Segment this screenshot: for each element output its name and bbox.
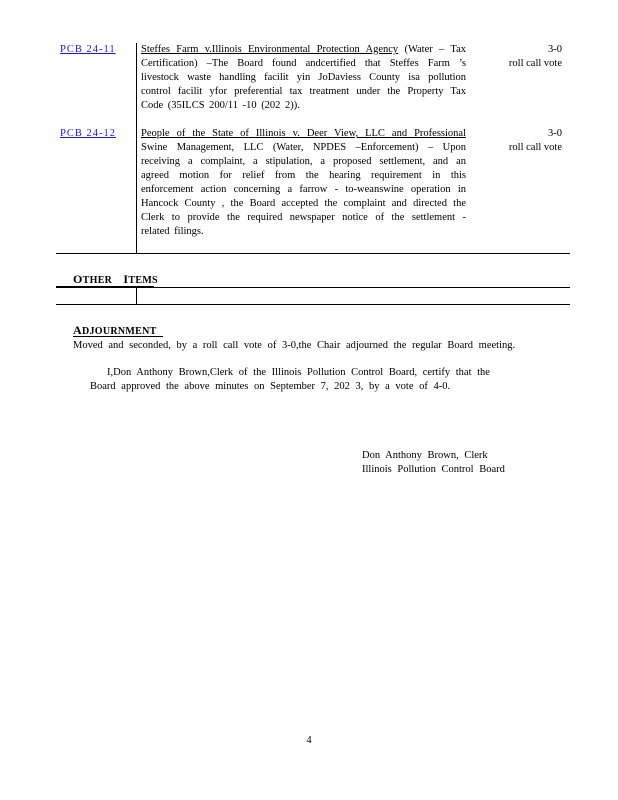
case-body: Swine Management, LLC (Water, NPDES –Enforcement) – Upon receiving a complaint, a stipulation, a proposed settlement, and an agreed motion for relief from the hearing requirement in this enforcement action concerning a farrow - to-weanswine operation in Hancock County , the Board accepted the complaint and directed the Clerk to provide the required newspaper notice of the settlement - related filings.	[141, 142, 466, 237]
heading-initial: A	[73, 323, 82, 337]
certification-line: I,Don Anthony Brown,Clerk of the Illinois Pollution Control Board, certify that the	[107, 367, 490, 378]
other-items-table-bottom-rule	[56, 304, 570, 305]
other-items-table-top-rule	[56, 287, 570, 288]
case-title: Steffes Farm v.Illinois Environmental Protection Agency	[141, 44, 399, 55]
vote-cell	[466, 127, 570, 253]
other-items-column-divider	[136, 287, 137, 304]
vote-cell	[466, 43, 570, 127]
adjournment-text: Moved and seconded, by a roll call vote of 3-0,the Chair adjourned the regular Board meeting.	[73, 340, 516, 351]
adjournment-heading-underline	[73, 336, 163, 337]
vote-count: 3-0	[548, 44, 562, 55]
heading-initial: O	[73, 272, 83, 286]
heading-text: TEMS	[128, 275, 158, 286]
case-title: People of the State of Illinois v. Deer View, LLC and Professional	[141, 128, 466, 139]
case-row	[56, 127, 570, 253]
heading-initial: I	[123, 272, 129, 286]
vote-count: 3-0	[548, 128, 562, 139]
certification-line: Board approved the above minutes on September 7, 202 3, by a vote of 4-0.	[90, 381, 451, 392]
vote-label: roll call vote	[508, 142, 562, 153]
case-row	[56, 43, 570, 127]
signature-name: Don Anthony Brown, Clerk	[362, 450, 488, 461]
case-body: Tax Certification) –The Board found andcertified that Steffes Farm ’s livestock waste handling facilit yin JoDaviess County isa pollution control facilit yfor preferential tax treatment under the Property Tax Code (35ILCS 200/11 -10 (202 2)).	[141, 44, 466, 111]
heading-text: DJOURNMENT	[81, 326, 157, 337]
case-description	[136, 43, 466, 127]
case-number-cell	[56, 127, 136, 253]
case-title-suffix: (Water –	[398, 44, 445, 55]
signature-org: Illinois Pollution Control Board	[362, 464, 505, 475]
vote-label: roll call vote	[508, 58, 562, 69]
page-number: 4	[306, 735, 312, 746]
case-table	[56, 43, 570, 253]
table-bottom-rule	[56, 253, 570, 254]
case-number-link[interactable]: PCB 24-12	[60, 128, 116, 139]
heading-text: THER	[82, 275, 113, 286]
case-description	[136, 127, 466, 253]
case-number-cell	[56, 43, 136, 127]
case-number-link[interactable]: PCB 24-11	[60, 44, 116, 55]
